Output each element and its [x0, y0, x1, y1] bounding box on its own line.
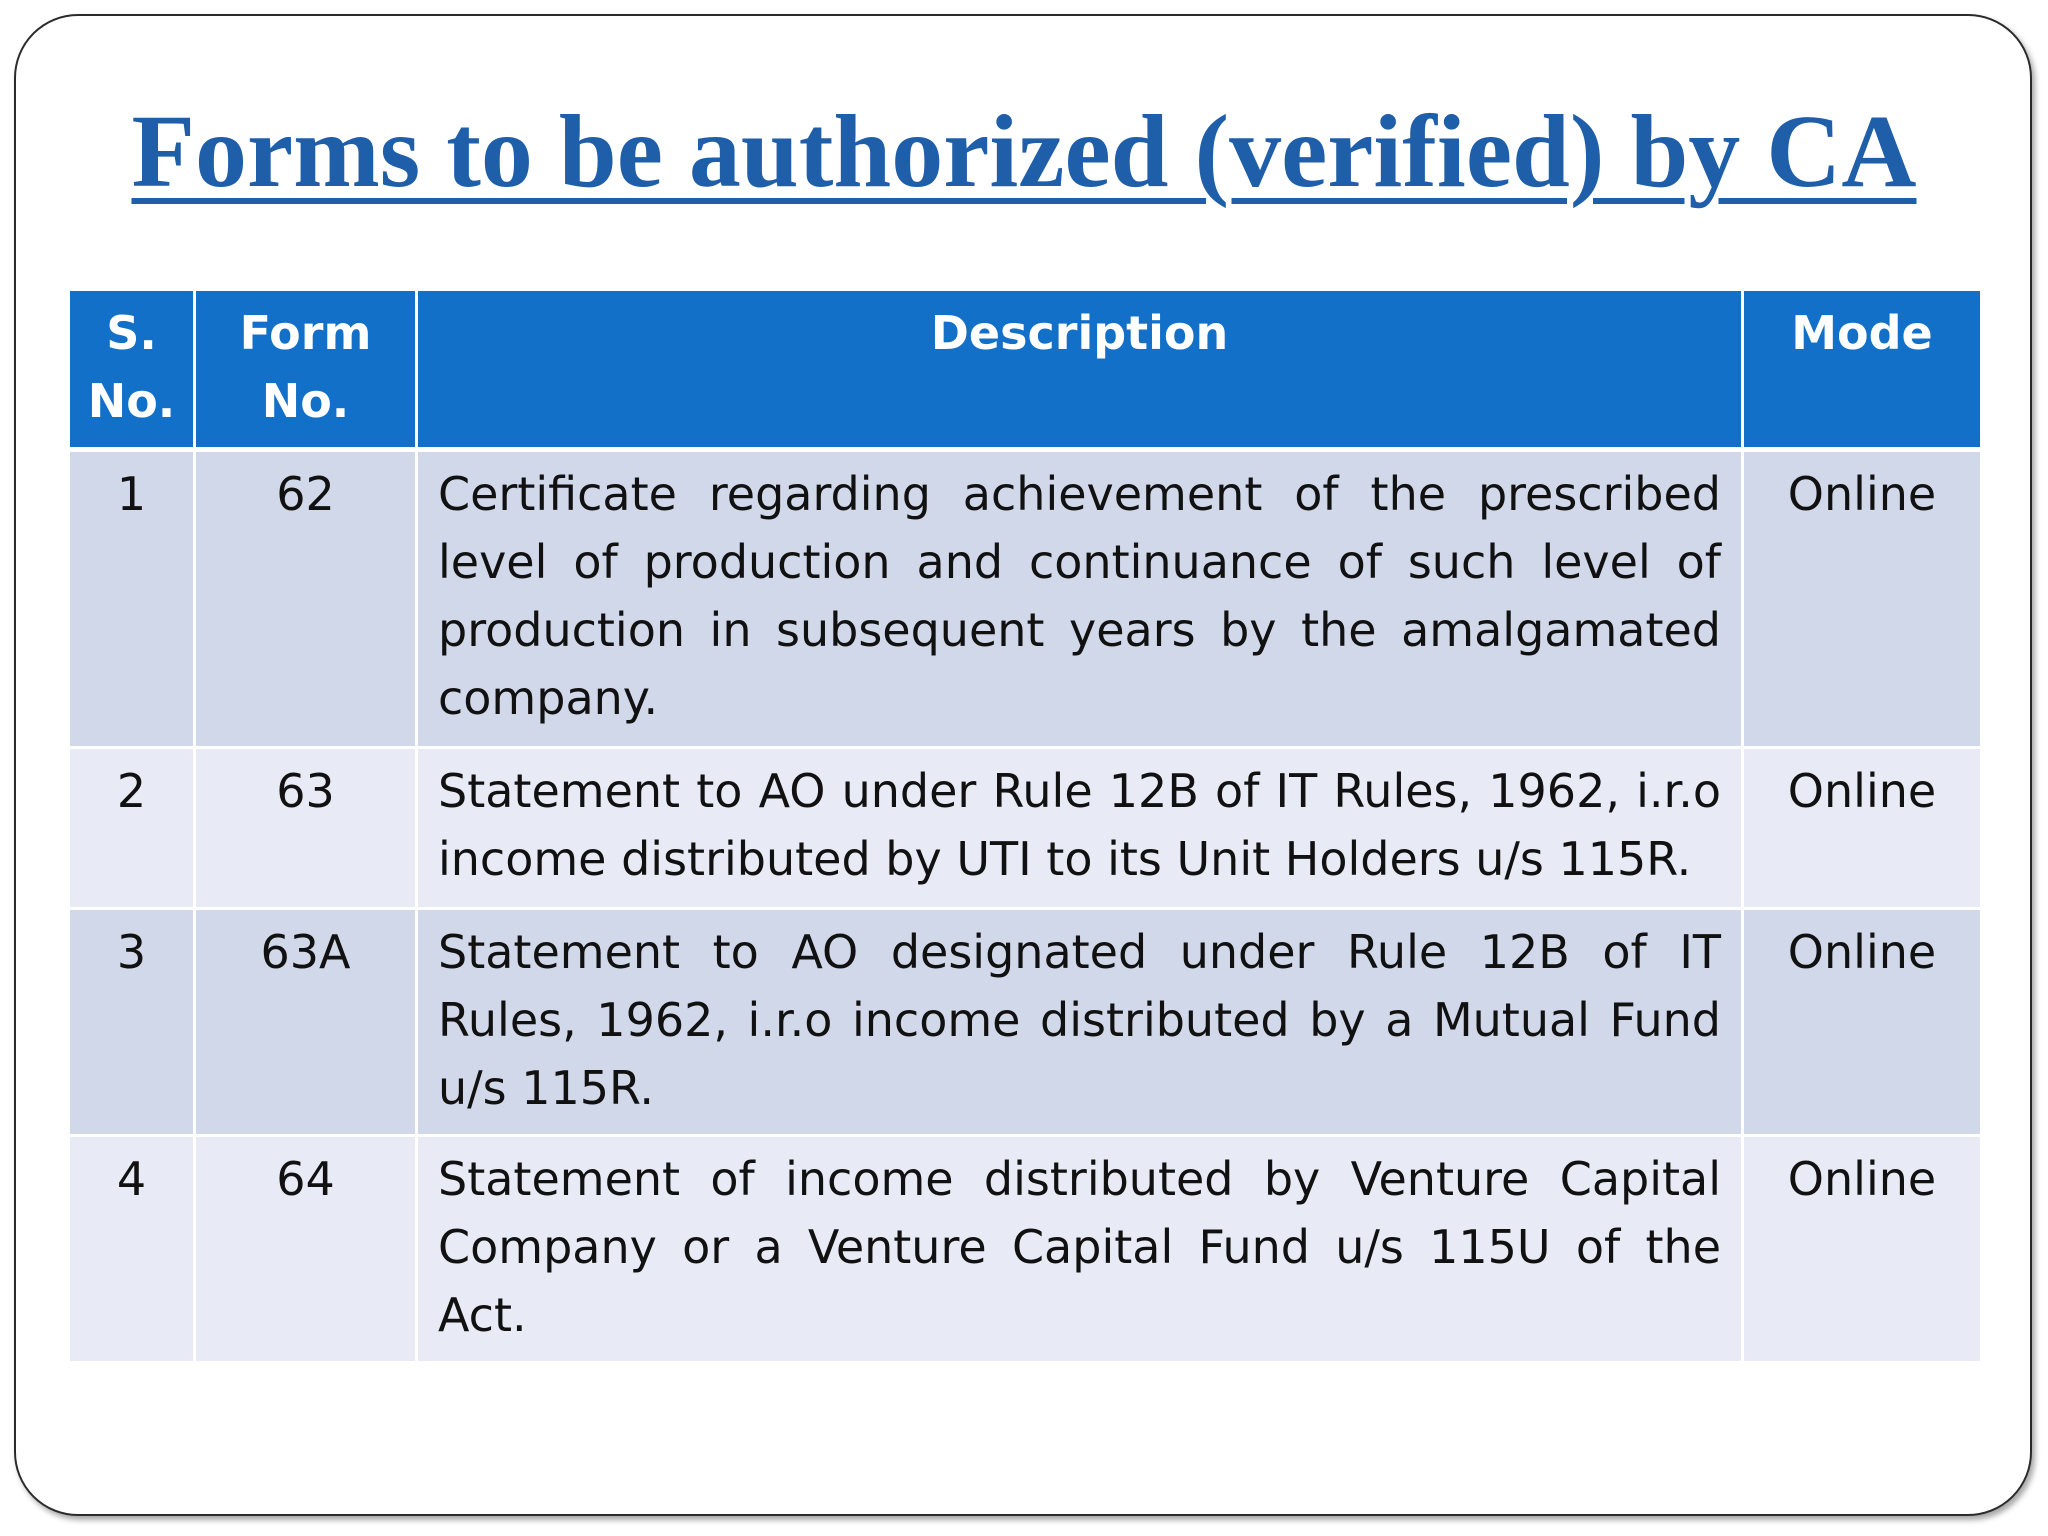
header-form-no: Form No.: [196, 291, 418, 452]
cell-form-no: 63: [196, 749, 418, 910]
cell-sno: 1: [70, 452, 196, 749]
header-description: Description: [418, 291, 1744, 452]
page-title: [0, 92, 2048, 212]
header-mode: Mode: [1744, 291, 1980, 452]
table-row: [70, 910, 1980, 1137]
cell-description: Statement to AO designated under Rule 12B of IT Rules, 1962, i.r.o income distributed by a Mutual Fund u/s 115R.: [418, 910, 1744, 1137]
cell-description: Statement to AO under Rule 12B of IT Rules, 1962, i.r.o income distributed by UTI to its Unit Holders u/s 115R.: [418, 749, 1744, 910]
table-row: [70, 452, 1980, 749]
table-row: [70, 1137, 1980, 1364]
cell-description: Statement of income distributed by Venture Capital Company or a Venture Capital Fund u/s 115U of the Act.: [418, 1137, 1744, 1364]
page-title-text: Forms to be authorized (verified) by CA: [131, 94, 1917, 209]
cell-sno: 4: [70, 1137, 196, 1364]
cell-mode: Online: [1744, 1137, 1980, 1364]
cell-sno: 2: [70, 749, 196, 910]
cell-mode: Online: [1744, 452, 1980, 749]
cell-mode: Online: [1744, 910, 1980, 1137]
cell-sno: 3: [70, 910, 196, 1137]
cell-form-no: 62: [196, 452, 418, 749]
cell-form-no: 64: [196, 1137, 418, 1364]
table-header-row: [70, 291, 1980, 452]
cell-mode: Online: [1744, 749, 1980, 910]
table-row: [70, 749, 1980, 910]
forms-table: [70, 291, 1980, 1364]
cell-description: Certificate regarding achievement of the prescribed level of production and continuance of such level of production in subsequent years by the amalgamated company.: [418, 452, 1744, 749]
cell-form-no: 63A: [196, 910, 418, 1137]
header-sno: S. No.: [70, 291, 196, 452]
